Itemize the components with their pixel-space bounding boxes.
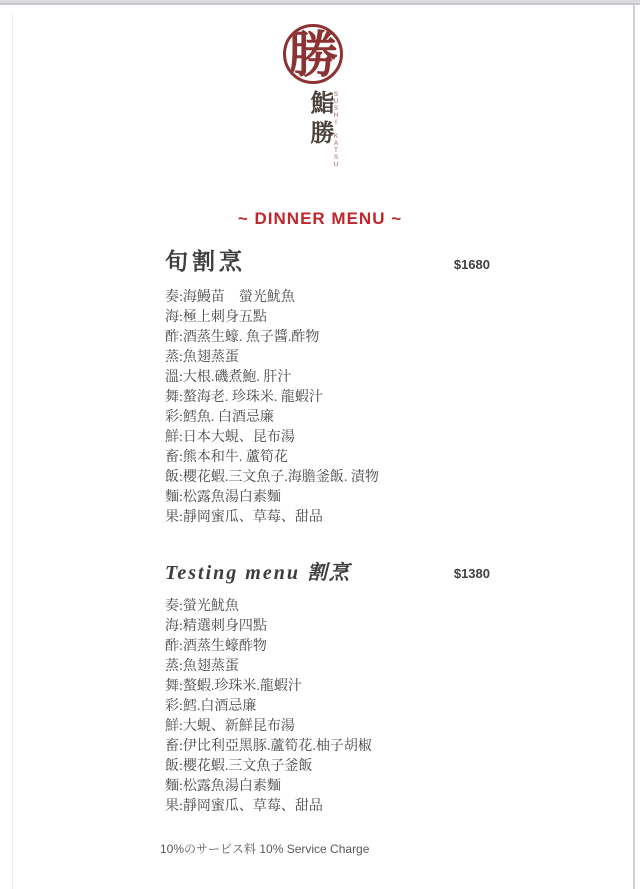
section-header [165,556,490,585]
menu-item-text: 極上刺身五點 [182,310,267,325]
menu-item-text: 魚翅蒸蛋 [182,350,239,365]
menu-item-text: 螯蝦.珍珠米.龍蝦汁 [182,679,302,694]
menu-item-text: 日本大蜆、昆布湯 [182,430,295,445]
menu-item-text: 螢光魷魚 [182,599,239,614]
menu-item-text: 鱈.白酒忌廉 [182,699,257,714]
menu-item-label: 溫: [165,370,183,385]
menu-item-text: 精選刺身四點 [182,619,267,634]
menu-item-row [165,657,490,677]
menu-item-row [165,448,490,468]
menu-item-label: 酢: [165,639,183,654]
scan-left-edge [12,14,13,889]
logo-seal-character: 勝 [288,27,338,83]
menu-section-shun-kappo [165,243,490,528]
menu-item-row [165,637,490,657]
restaurant-logo [0,0,640,169]
menu-content [165,243,490,817]
menu-item-text: 酒蒸生蠔. 魚子醬.酢物 [182,330,320,345]
menu-item-row [165,737,490,757]
menu-item-label: 飯: [165,759,183,774]
menu-item-label: 蒸: [165,350,183,365]
section-price: $1680 [453,257,490,272]
section-title: Testing menu 割烹 [165,562,351,584]
scan-right-edge [633,5,635,889]
menu-item-text: 海鰻苗 螢光魷魚 [182,290,295,305]
menu-item-row [165,288,490,308]
menu-section-testing-menu [165,556,490,817]
menu-item-label: 果: [165,799,183,814]
menu-item-label: 果: [165,510,183,525]
menu-item-text: 大蜆、新鮮昆布湯 [182,719,295,734]
logo-seal-icon [283,24,343,84]
brand-name-vertical: 鮨勝 [306,90,332,150]
page-title: ~ DINNER MENU ~ [237,209,403,228]
menu-item-label: 飯: [165,470,183,485]
menu-item-row [165,757,490,777]
brand-name-block [307,90,339,169]
section-header [165,243,490,276]
menu-item-text: 靜岡蜜瓜、草莓、甜品 [182,510,323,525]
menu-item-row [165,677,490,697]
menu-item-row [165,777,490,797]
menu-item-row [165,408,490,428]
menu-item-row [165,597,490,617]
menu-item-text: 大根.磯煮鮑. 肝汁 [182,370,292,385]
menu-item-label: 畜: [165,450,183,465]
menu-item-label: 奏: [165,599,183,614]
menu-item-label: 酢: [165,330,183,345]
menu-item-row [165,388,490,408]
menu-item-row [165,328,490,348]
menu-item-text: 靜岡蜜瓜、草莓、甜品 [182,799,323,814]
menu-item-row [165,797,490,817]
section-item-list [165,288,490,528]
menu-item-text: 櫻花蝦.三文魚子.海膽釜飯. 漬物 [182,470,379,485]
section-title: 旬割烹 [165,249,246,274]
menu-item-row [165,717,490,737]
menu-item-row [165,697,490,717]
menu-item-label: 海: [165,310,183,325]
menu-item-label: 鮮: [165,719,183,734]
menu-item-row [165,368,490,388]
menu-item-label: 海: [165,619,183,634]
menu-item-label: 鮮: [165,430,183,445]
menu-item-text: 松露魚湯白素麵 [182,779,281,794]
section-item-list [165,597,490,817]
menu-item-label: 彩: [165,410,183,425]
section-price: $1380 [453,566,490,581]
menu-item-row [165,468,490,488]
menu-item-label: 麵: [165,779,183,794]
menu-item-row [165,428,490,448]
menu-item-label: 奏: [165,290,183,305]
menu-item-text: 螯海老. 珍珠米. 龍蝦汁 [182,390,323,405]
menu-item-label: 舞: [165,679,183,694]
menu-item-text: 松露魚湯白素麵 [182,490,281,505]
menu-item-row [165,488,490,508]
menu-item-label: 畜: [165,739,183,754]
menu-item-row [165,508,490,528]
menu-item-text: 酒蒸生蠔酢物 [182,639,267,654]
brand-name-romanized: SUSHI KATSU [333,92,339,169]
menu-item-text: 魚翅蒸蛋 [182,659,239,674]
menu-item-label: 舞: [165,390,183,405]
menu-item-row [165,348,490,368]
menu-item-text: 伊比利亞黑豚.蘆筍花.柚子胡椒 [182,739,372,754]
menu-item-label: 麵: [165,490,183,505]
menu-item-text: 熊本和牛. 蘆筍花 [182,450,288,465]
menu-item-label: 彩: [165,699,183,714]
menu-item-label: 蒸: [165,659,183,674]
menu-item-text: 櫻花蝦.三文魚子釜飯 [182,759,313,774]
menu-item-text: 鱈魚. 白酒忌廉 [182,410,274,425]
menu-item-row [165,308,490,328]
scan-top-edge [0,0,640,5]
service-charge-note: 10%のサービス料 10% Service Charge [160,842,370,856]
menu-item-row [165,617,490,637]
